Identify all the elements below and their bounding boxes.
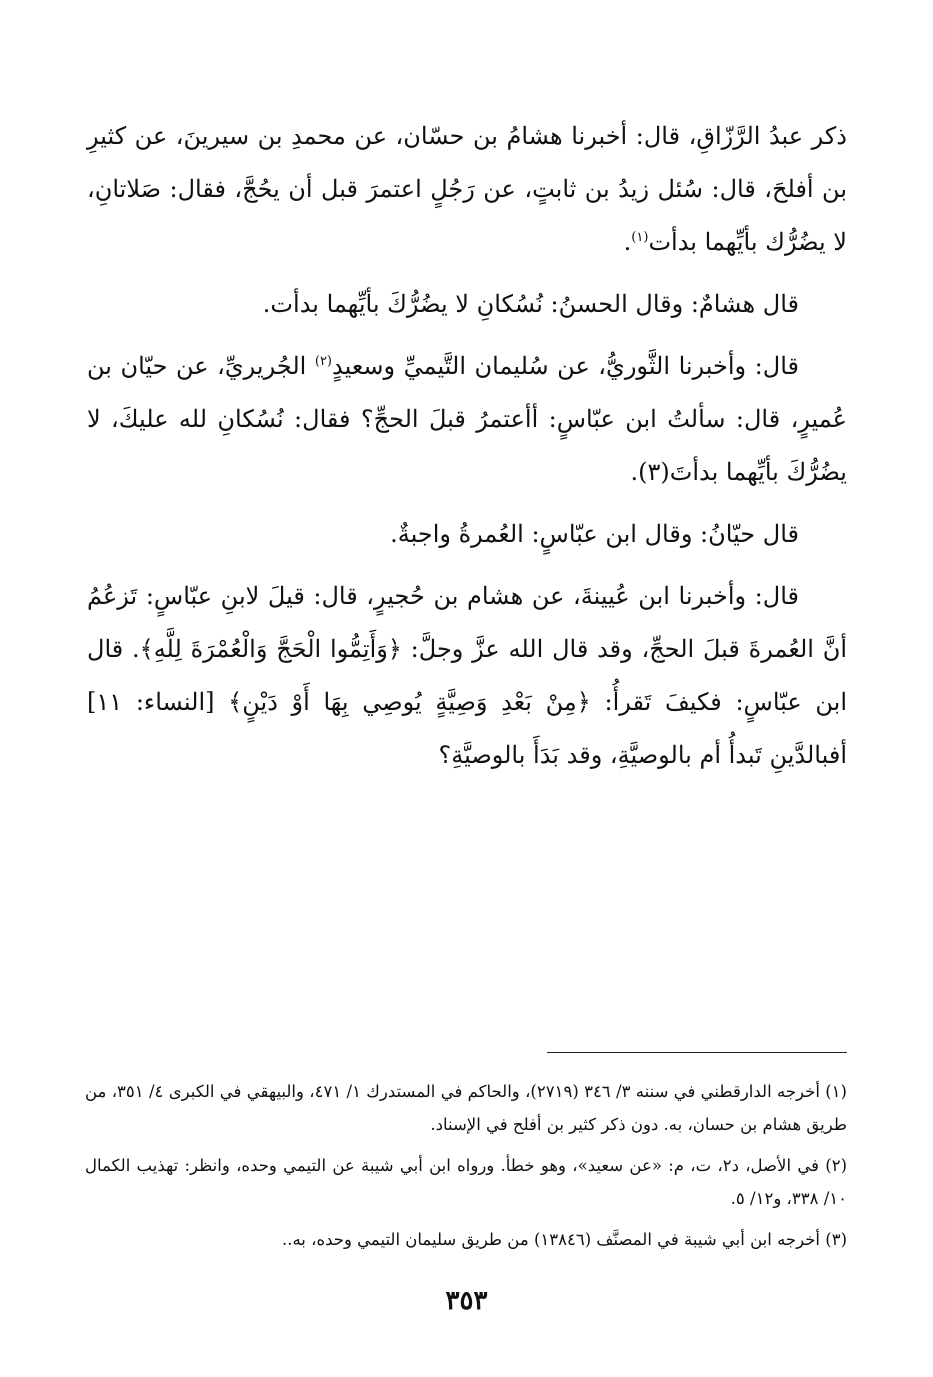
paragraph-2-text: قال هشامٌ: وقال الحسنُ: نُسُكانِ لا يضُرُّكَ بأيِّهما بدأت. [262,290,799,318]
paragraph-3 [87,340,847,499]
page-number: ٣٥٣ [445,1286,488,1316]
paragraph-1-end: . [623,228,632,256]
footnote-2: (٢) في الأصل، د٢، ت، م: «عن سعيد»، وهو خطأ. ورواه ابن أبي شيبة عن التيمي وحده، وانظر: تهذيب الكمال ١٠/ ٣٣٨، و١٢/ ٥. [85,1156,847,1208]
paragraph-5 [87,570,847,782]
footnote-marker-1: (١) [631,230,649,245]
paragraph-3-text: قال: وأخبرنا الثَّوريُّ، عن سُليمان التَّيميِّ وسعيدٍ [332,352,799,380]
paragraph-5-text: قال: وأخبرنا ابن عُيينةَ، عن هشام بن حُجيرٍ، قال: قيلَ لابنِ عبّاسٍ: تَزعُمُ أنَّ العُمرةَ قبلَ الحجِّ، وقد قال الله عزَّ وجلَّ: ﴿وَأَتِمُّوا الْحَجَّ وَالْعُمْرَةَ لِلَّهِ﴾. قال ابن عبّاسٍ: فكيفَ تَقرأُ: ﴿مِنْ بَعْدِ وَصِيَّةٍ يُوصِي بِهَا أَوْ دَيْنٍ﴾ [النساء: ١١] أفبالدَّينِ تَبدأُ أم بالوصيَّةِ، وقد بَدَأَ بالوصيَّةِ؟ [87,582,847,769]
footnote-1: (١) أخرجه الدارقطني في سننه ٣/ ٣٤٦ (٢٧١٩)، والحاكم في المستدرك ١/ ٤٧١، والبيهقي في الكبرى ٤/ ٣٥١، من طريق هشام بن حسان، به. دون ذكر كثير بن أفلح في الإسناد. [85,1082,847,1134]
footnote-3: (٣) أخرجه ابن أبي شيبة في المصنَّف (١٣٨٤٦) من طريق سليمان التيمي وحده، به.. [281,1230,847,1249]
paragraph-3-end: الجُريريِّ، عن حيّان بن عُميرٍ، قال: سألتُ ابن عبّاسٍ: أأعتمرُ قبلَ الحجِّ؟ فقال: نُسُكانِ لله عليكَ، لا يضُرُّكَ بأيِّهما بدأتَ(٣). [87,352,847,486]
footnote-separator [547,1052,847,1053]
footnotes [85,1075,847,1264]
main-text [87,110,847,791]
footnote-marker-2: (٢) [314,354,332,369]
paragraph-2 [87,278,847,331]
paragraph-4 [87,508,847,561]
paragraph-1 [87,110,847,269]
paragraph-1-text: ذكر عبدُ الرَّزّاقِ، قال: أخبرنا هشامُ بن حسّان، عن محمدِ بن سيرينَ، عن كثيرِ بن أفلحَ، قال: سُئل زيدُ بن ثابتٍ، عن رَجُلٍ اعتمرَ قبل أن يحُجَّ، فقال: صَلاتانِ، لا يضُرُّك بأيِّهما بدأت [87,122,848,256]
paragraph-4-text: قال حيّانُ: وقال ابن عبّاسٍ: العُمرةُ واجبةٌ. [390,520,799,548]
